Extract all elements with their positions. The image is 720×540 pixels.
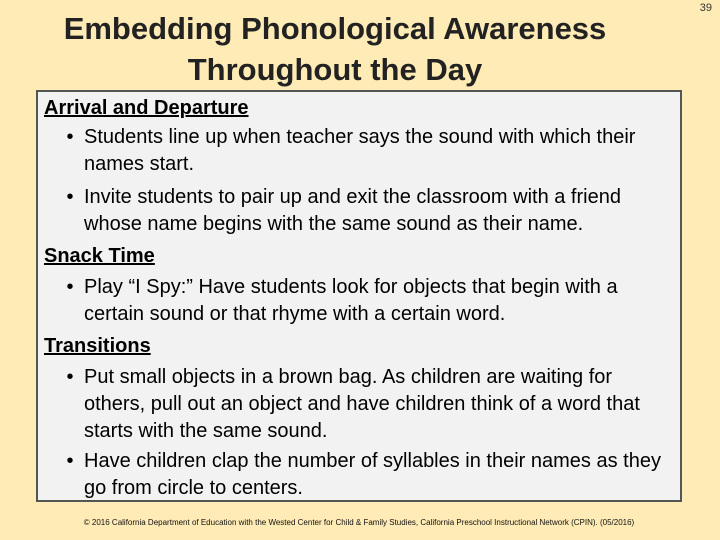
bullet-marker: • xyxy=(66,186,74,208)
bullet-item xyxy=(56,184,678,238)
bullet-text: Put small objects in a brown bag. As children are waiting for others, pull out an object and have children think of a word that starts with the same sound. xyxy=(84,366,640,442)
title-line-1: Embedding Phonological Awareness xyxy=(63,11,607,46)
bullet-item xyxy=(56,274,678,328)
bullet-text: Play “I Spy:” Have students look for objects that begin with a certain sound or that rhyme with a certain word. xyxy=(84,276,618,325)
bullet-item xyxy=(56,364,678,445)
bullet-text: Have children clap the number of syllables in their names as they go from circle to centers. xyxy=(84,450,661,499)
bullet-marker: • xyxy=(66,366,74,388)
page-title xyxy=(30,8,640,90)
bullet-item xyxy=(56,448,678,502)
bullet-marker: • xyxy=(66,276,74,298)
bullet-marker: • xyxy=(66,126,74,148)
content-box xyxy=(36,90,682,502)
section-heading-transitions: Transitions xyxy=(44,335,151,357)
section-heading-snack: Snack Time xyxy=(44,245,155,267)
footer-copyright: © 2016 California Department of Education with the Wested Center for Child & Family Studies, California Preschool Instructional Network (CPIN). (05/2016) xyxy=(83,518,635,527)
bullet-marker: • xyxy=(66,450,74,472)
title-line-2: Throughout the Day xyxy=(187,52,483,87)
section-heading-arrival: Arrival and Departure xyxy=(44,97,249,119)
bullet-text: Students line up when teacher says the sound with which their names start. xyxy=(84,126,636,175)
page-number: 39 xyxy=(699,2,712,14)
bullet-item xyxy=(56,124,678,178)
bullet-text: Invite students to pair up and exit the classroom with a friend whose name begins with the same sound as their name. xyxy=(84,186,621,235)
